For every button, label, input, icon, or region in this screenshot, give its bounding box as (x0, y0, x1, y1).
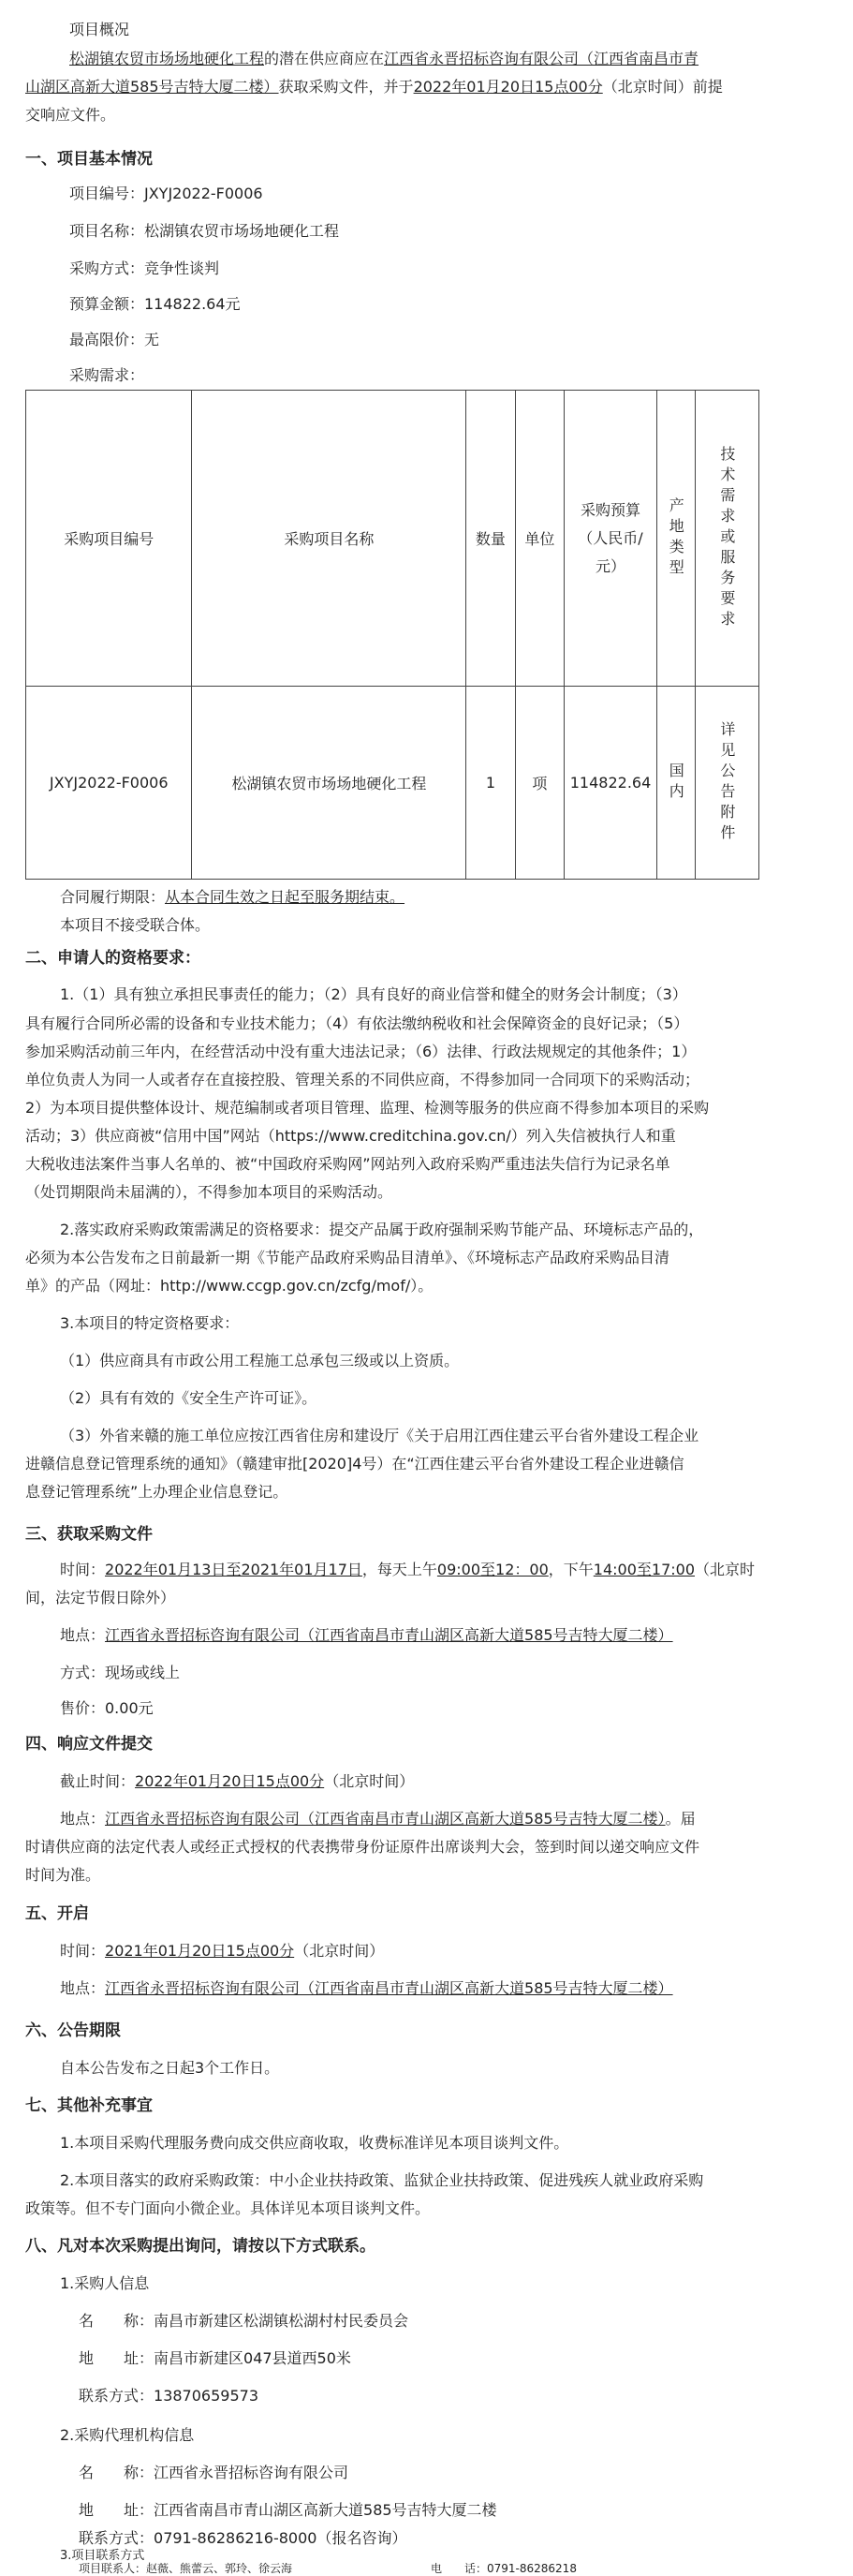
agency-name-value: 江西省永晋招标咨询有限公司 (154, 2464, 349, 2481)
contract-period-value: 从本合同生效之日起至服务期结束。 (165, 888, 405, 906)
th-origin-text: 产地类型 (667, 496, 685, 580)
budget-amount: 预算金额：114822.64元 (69, 295, 241, 313)
submit-place-tail: 。届 (665, 1810, 696, 1828)
th-code: 采购项目编号 (26, 391, 192, 687)
section-6-heading: 六、公告期限 (25, 2021, 121, 2040)
td-budget: 114822.64 (565, 687, 657, 880)
other-item-1: 1.本项目采购代理服务费向成交供应商收取，收费标准详见本项目谈判文件。 (60, 2134, 569, 2152)
deadline-time: 2022年01月20日15点00分 (413, 78, 603, 96)
overview-heading: 项目概况 (69, 21, 130, 38)
req-p3-3-line: 息登记管理系统”上办理企业信息登记。 (25, 1483, 288, 1501)
contact-1-title: 1.采购人信息 (60, 2274, 150, 2292)
agency-phone-value: 0791-86286216-8000（报名咨询） (154, 2529, 407, 2547)
td-req-text: 详见公告附件 (717, 720, 736, 845)
req-p3-3-line: （3）外省来赣的施工单位应按江西省住房和建设厅《关于启用江西住建云平台省外建设工程企业 (60, 1427, 699, 1444)
open-time (60, 1942, 384, 1961)
obtain-price: 售价：0.00元 (60, 1699, 154, 1717)
overview-line-1 (69, 50, 699, 68)
submit-place-value: 江西省永晋招标咨询有限公司（江西省南昌市青山湖区高新大道585号吉特大厦二楼） (105, 1810, 666, 1828)
req-p2-line: 必须为本公告发布之日前最新一期《节能产品政府采购品目清单》、《环境标志产品政府采购品目清 (25, 1249, 670, 1266)
table-row (26, 687, 759, 880)
th-budget-line: 采购预算 (580, 500, 640, 519)
td-origin (656, 687, 695, 880)
td-req (695, 687, 758, 880)
overview-line-2 (25, 78, 723, 96)
open-time-label: 时间： (60, 1942, 106, 1960)
agency-name-row (79, 2464, 348, 2482)
max-price: 最高限价：无 (69, 331, 160, 348)
project-contacts: 项目联系人：赵薇、熊蕾云、郭玲、徐云海 (79, 2562, 293, 2575)
agency-phone-row (79, 2529, 406, 2548)
table-header-row (26, 391, 759, 687)
contract-period (60, 888, 404, 907)
th-budget (565, 391, 657, 687)
procurement-method: 采购方式：竞争性谈判 (69, 259, 220, 277)
th-req-text: 技术需求或服务要求 (717, 445, 736, 631)
submit-deadline-tz: （北京时间） (324, 1772, 415, 1790)
req-p1-line: 大税收违法案件当事人名单的、被“中国政府采购网”网站列入政府采购严重违法失信行为记录名单 (25, 1155, 670, 1173)
section-4-heading: 四、响应文件提交 (25, 1735, 153, 1754)
project-name-link: 松湖镇农贸市场场地硬化工程 (69, 50, 265, 67)
submit-place-label: 地点： (60, 1810, 106, 1828)
agency-name-label: 名 称： (79, 2464, 154, 2481)
submit-deadline-label: 截止时间： (60, 1772, 136, 1790)
project-phone: 电 话：0791-86286218 (431, 2562, 577, 2575)
td-unit: 项 (515, 687, 564, 880)
td-qty: 1 (466, 687, 515, 880)
obtain-dates: 2022年01月13日至2021年01月17日 (105, 1561, 362, 1578)
agency-name: 江西省永晋招标咨询有限公司（江西省南昌市青 (384, 50, 699, 67)
req-p3: 3.本项目的特定资格要求： (60, 1314, 240, 1332)
overview-text: （北京时间）前提 (602, 78, 723, 96)
section-2-heading: 二、申请人的资格要求： (25, 949, 200, 968)
buyer-address (79, 2349, 351, 2368)
open-place-value: 江西省永晋招标咨询有限公司（江西省南昌市青山湖区高新大道585号吉特大厦二楼） (105, 1979, 673, 1997)
open-place (60, 1979, 673, 1998)
req-p1-line: 单位负责人为同一人或者存在直接控股、管理关系的不同供应商，不得参加同一合同项下的采购活动； (25, 1071, 700, 1088)
td-name: 松湖镇农贸市场场地硬化工程 (192, 687, 466, 880)
agency-address-row (79, 2501, 497, 2520)
obtain-afternoon: 14:00至17:00 (593, 1561, 696, 1578)
req-p2-line: 2.落实政府采购政策需满足的资格要求：提交产品属于政府强制采购节能产品、环境标志产品的， (60, 1221, 704, 1238)
obtain-way: 方式：现场或线上 (60, 1664, 181, 1681)
overview-text: 获取采购文件，并于 (278, 78, 414, 96)
obtain-text: ，每天上午 (361, 1561, 437, 1578)
obtain-place-value: 江西省永晋招标咨询有限公司（江西省南昌市青山湖区高新大道585号吉特大厦二楼） (105, 1626, 673, 1644)
obtain-time-line-2: 间，法定节假日除外） (25, 1589, 176, 1606)
agency-address: 山湖区高新大道585号吉特大厦二楼） (25, 78, 279, 96)
submit-place (60, 1810, 696, 1828)
agency-address-value: 江西省南昌市青山湖区高新大道585号吉特大厦二楼 (154, 2501, 497, 2519)
obtain-place-label: 地点： (60, 1626, 106, 1644)
section-1-heading: 一、项目基本情况 (25, 150, 153, 169)
obtain-time-label: 时间： (60, 1561, 106, 1578)
buyer-phone-label: 联系方式： (79, 2387, 154, 2405)
agency-address-label: 地 址： (79, 2501, 154, 2519)
notice-period: 自本公告发布之日起3个工作日。 (60, 2059, 280, 2077)
req-p1-line: 活动；3）供应商被“信用中国”网站（https://www.creditchina.gov.cn/）列入失信被执行人和重 (25, 1127, 676, 1145)
open-time-value: 2021年01月20日15点00分 (105, 1942, 295, 1960)
req-p1-line: 参加采购活动前三年内，在经营活动中没有重大违法记录；（6）法律、行政法规规定的其他条件；1） (25, 1043, 697, 1060)
buyer-name-value: 南昌市新建区松湖镇松湖村村民委员会 (154, 2312, 409, 2330)
req-p1-line: （处罚期限尚未届满的），不得参加本项目的采购活动。 (25, 1183, 393, 1201)
contact-3-title: 3.项目联系方式 (60, 2549, 145, 2563)
obtain-time (60, 1561, 755, 1579)
contract-period-label: 合同履行期限： (60, 888, 166, 906)
buyer-phone-value: 13870659573 (154, 2387, 258, 2405)
th-budget-line: 元） (595, 556, 625, 575)
buyer-address-value: 南昌市新建区047县道西50米 (154, 2349, 351, 2367)
project-name: 项目名称：松湖镇农贸市场场地硬化工程 (69, 222, 340, 240)
buyer-name (79, 2312, 408, 2331)
th-unit: 单位 (515, 391, 564, 687)
buyer-phone (79, 2387, 258, 2406)
buyer-name-label: 名 称： (79, 2312, 154, 2330)
req-p1-line: 2）为本项目提供整体设计、规范编制或者项目管理、监理、检测等服务的供应商不得参加本项目的采购 (25, 1099, 710, 1117)
other-item-2-line-2: 政策等。但不专门面向小微企业。具体详见本项目谈判文件。 (25, 2199, 431, 2217)
req-p3-3-line: 进赣信息登记管理系统的通知》（赣建审批[2020]4号）在“江西住建云平台省外建设工程企业进赣信 (25, 1455, 684, 1473)
buyer-address-label: 地 址： (79, 2349, 154, 2367)
submit-deadline (60, 1772, 414, 1791)
section-5-heading: 五、开启 (25, 1904, 89, 1923)
obtain-morning: 09:00至12：00 (436, 1561, 549, 1578)
req-p1-line: 具有履行合同所必需的设备和专业技术能力；（4）有依法缴纳税收和社会保障资金的良好记录；（5） (25, 1014, 689, 1032)
th-req (695, 391, 758, 687)
req-p2-line: 单》的产品（网址：http://www.ccgp.gov.cn/zcfg/mof/）。 (25, 1277, 434, 1295)
other-item-2: 2.本项目落实的政府采购政策：中小企业扶持政策、监狱企业扶持政策、促进残疾人就业政府采购 (60, 2171, 704, 2189)
th-qty: 数量 (466, 391, 515, 687)
contact-2-title: 2.采购代理机构信息 (60, 2426, 195, 2444)
th-budget-line: （人民币/ (578, 528, 643, 547)
obtain-place (60, 1626, 673, 1645)
agency-phone-label: 联系方式： (79, 2529, 154, 2547)
submit-line-2: 时请供应商的法定代表人或经正式授权的代表携带身份证原件出席谈判大会，签到时间以递交响应文件 (25, 1838, 700, 1856)
section-3-heading: 三、获取采购文件 (25, 1525, 153, 1544)
project-code: 项目编号：JXYJ2022-F0006 (69, 185, 263, 202)
submit-line-3: 时间为准。 (25, 1866, 101, 1884)
section-7-heading: 七、其他补充事宜 (25, 2096, 153, 2115)
th-origin (656, 391, 695, 687)
req-p3-1: （1）供应商具有市政公用工程施工总承包三级或以上资质。 (60, 1352, 460, 1369)
req-p3-2: （2）具有有效的《安全生产许可证》。 (60, 1389, 317, 1407)
open-place-label: 地点： (60, 1979, 106, 1997)
obtain-text: （北京时 (695, 1561, 756, 1578)
open-time-tz: （北京时间） (294, 1942, 385, 1960)
td-code: JXYJ2022-F0006 (26, 687, 192, 880)
requirements-table (25, 390, 759, 880)
submit-deadline-value: 2022年01月20日15点00分 (135, 1772, 325, 1790)
req-p1-line: 1.（1）具有独立承担民事责任的能力；（2）具有良好的商业信誉和健全的财务会计制度；（3） (60, 985, 687, 1003)
overview-line-3: 交响应文件。 (25, 106, 116, 124)
th-name: 采购项目名称 (192, 391, 466, 687)
obtain-text: ，下午 (548, 1561, 594, 1578)
consortium-note: 本项目不接受联合体。 (60, 916, 211, 934)
procurement-needs-label: 采购需求： (69, 366, 145, 384)
section-8-heading: 八、凡对本次采购提出询问，请按以下方式联系。 (25, 2237, 375, 2256)
td-origin-text: 国内 (667, 762, 685, 804)
overview-text: 的潜在供应商应在 (264, 50, 385, 67)
